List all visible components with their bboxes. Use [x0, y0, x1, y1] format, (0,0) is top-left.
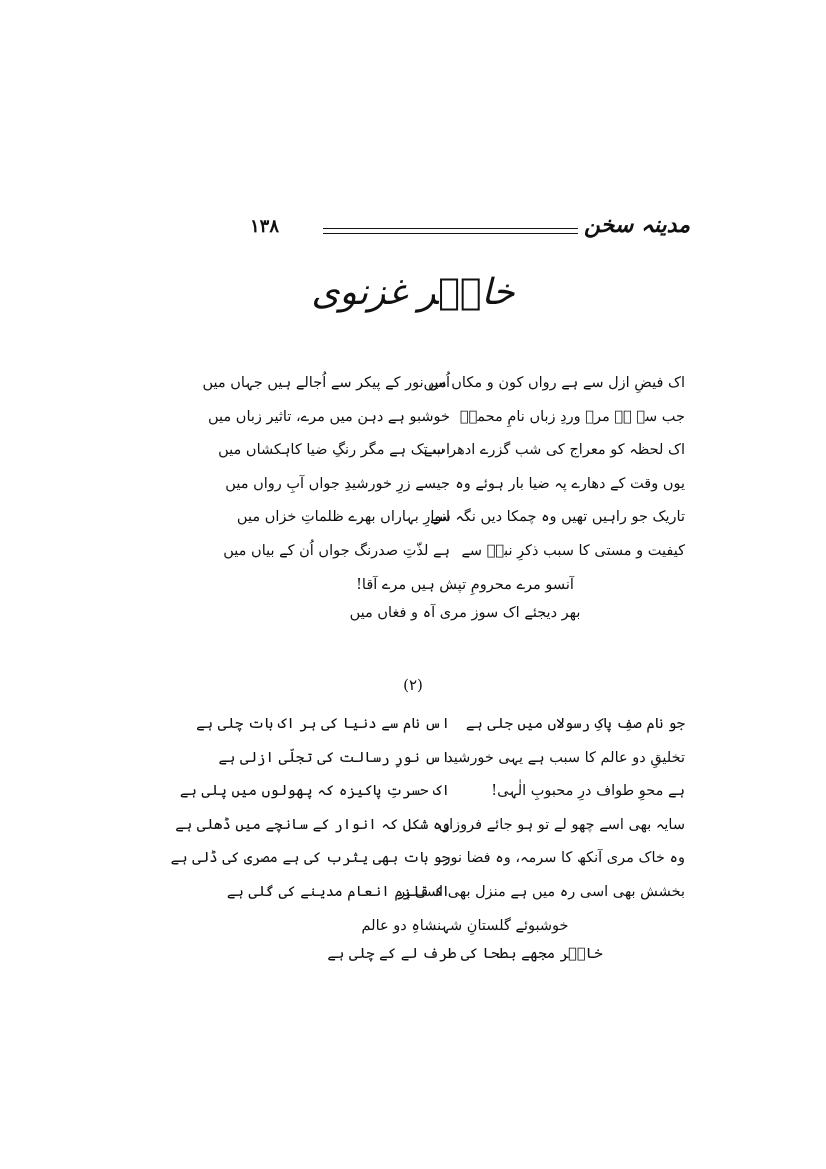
- verse-second-line: ہے لذّتِ صدرنگ جواں اُن کے بیاں میں: [223, 542, 450, 559]
- verse-first-line: تخلیقِ دو عالم کا سبب ہے یہی خورشید: [446, 749, 685, 766]
- verse-second-line: جو بات بھی یثرب کی ہے مصری کی ڈلی ہے: [170, 850, 450, 866]
- closing-line: آنسو مرے محرومِ تپش ہیں مرے آقا!: [356, 577, 574, 593]
- section-number: (۲): [403, 676, 423, 694]
- verse-second-line: اس نام سے دنیا کی ہر اک بات چلی ہے: [196, 716, 450, 732]
- couplet: [223, 536, 685, 570]
- page-header: [250, 212, 690, 252]
- verse-first-line: جو نام صفِ پاکِ رسولاں میں جلی ہے: [465, 716, 685, 732]
- verse-second-line: انوارِ بہاراں بھرے ظلماتِ خزاں میں: [236, 509, 450, 525]
- verse-first-line: ہے محوِ طواف درِ محبوبِ الٰہی!: [491, 783, 685, 799]
- couplet: [179, 776, 685, 810]
- closing-line: خوشبوئے گلستانِ شہنشاہِ دو عالم: [361, 918, 569, 934]
- section-one: [202, 368, 685, 627]
- couplet: [202, 368, 685, 402]
- couplet: [170, 843, 685, 877]
- couplet: [175, 810, 685, 844]
- couplet: [196, 709, 685, 743]
- verse-first-line: یوں وقت کے دھارے پہ ضیا بار ہوئے وہ: [455, 475, 685, 492]
- verse-first-line: تاریک جو راہیں تھیں وہ چمکا دیں نگہ سے: [430, 509, 685, 525]
- couplet: [218, 743, 685, 777]
- closing-line: بھر دیجئے اک سوز مری آہ و فغاں میں: [349, 605, 581, 621]
- couplet: [225, 469, 685, 503]
- verse-first-line: بخشش بھی اسی رہ میں ہے منزل بھی اسی پر: [398, 883, 685, 900]
- verse-first-line: کیفیت و مستی کا سبب ذکرِ نبیؐ سے: [461, 542, 685, 559]
- closing-line: خاطؔر مجھے بطحا کی طرف لے کے چلی ہے: [327, 946, 603, 962]
- couplet: [208, 402, 685, 436]
- verse-first-line: وہ خاک مری آنکھ کا سرمہ، وہ فضا نور: [443, 850, 685, 866]
- verse-second-line: جیسے زرِ خورشیدِ جواں آبِ رواں میں: [225, 475, 450, 492]
- verse-second-line: اک حسرتِ پاکیزہ کہ پھولوں میں پلی ہے: [179, 783, 450, 799]
- verse-second-line: خوشبو ہے دہن میں مرے، تاثیر زباں میں: [208, 408, 450, 425]
- poet-name: خاطؔر غزنوی: [311, 272, 515, 313]
- header-rule-top: [323, 228, 578, 229]
- verse-second-line: وہ شکل کہ انوار کے سانچے میں ڈھلی ہے: [175, 816, 450, 833]
- verse-first-line: جب سے ہے مرے وردِ زباں نامِ محمدؐ: [459, 408, 685, 425]
- verse-first-line: اک لحظہ کو معراج کی شب گزرے ادھر سے: [423, 442, 685, 458]
- book-title: مدینہ سخن: [583, 212, 690, 238]
- section-two: [170, 709, 685, 968]
- verse-second-line: اس نورِ رسالت کی تجلّی ازلی ہے: [218, 749, 450, 766]
- verse-second-line: اک قلزمِ انعام مدینے کی گلی ہے: [226, 883, 450, 900]
- verse-second-line: اُس نور کے پیکر سے اُجالے ہیں جہاں میں: [202, 375, 450, 391]
- couplet: [218, 435, 685, 469]
- header-rule-bottom: [323, 233, 578, 234]
- verse-first-line: اک فیضِ ازل سے ہے رواں کون و مکاں میں: [423, 375, 685, 391]
- verse-second-line: اب تک ہے مگر رنگِ ضیا کاہکشاں میں: [218, 442, 450, 458]
- couplet: [226, 877, 685, 911]
- page-number: ۱۳۸: [250, 216, 280, 237]
- verse-first-line: سایہ بھی اسے چھو لے تو ہو جائے فروزاں: [438, 816, 685, 833]
- couplet: [236, 502, 685, 536]
